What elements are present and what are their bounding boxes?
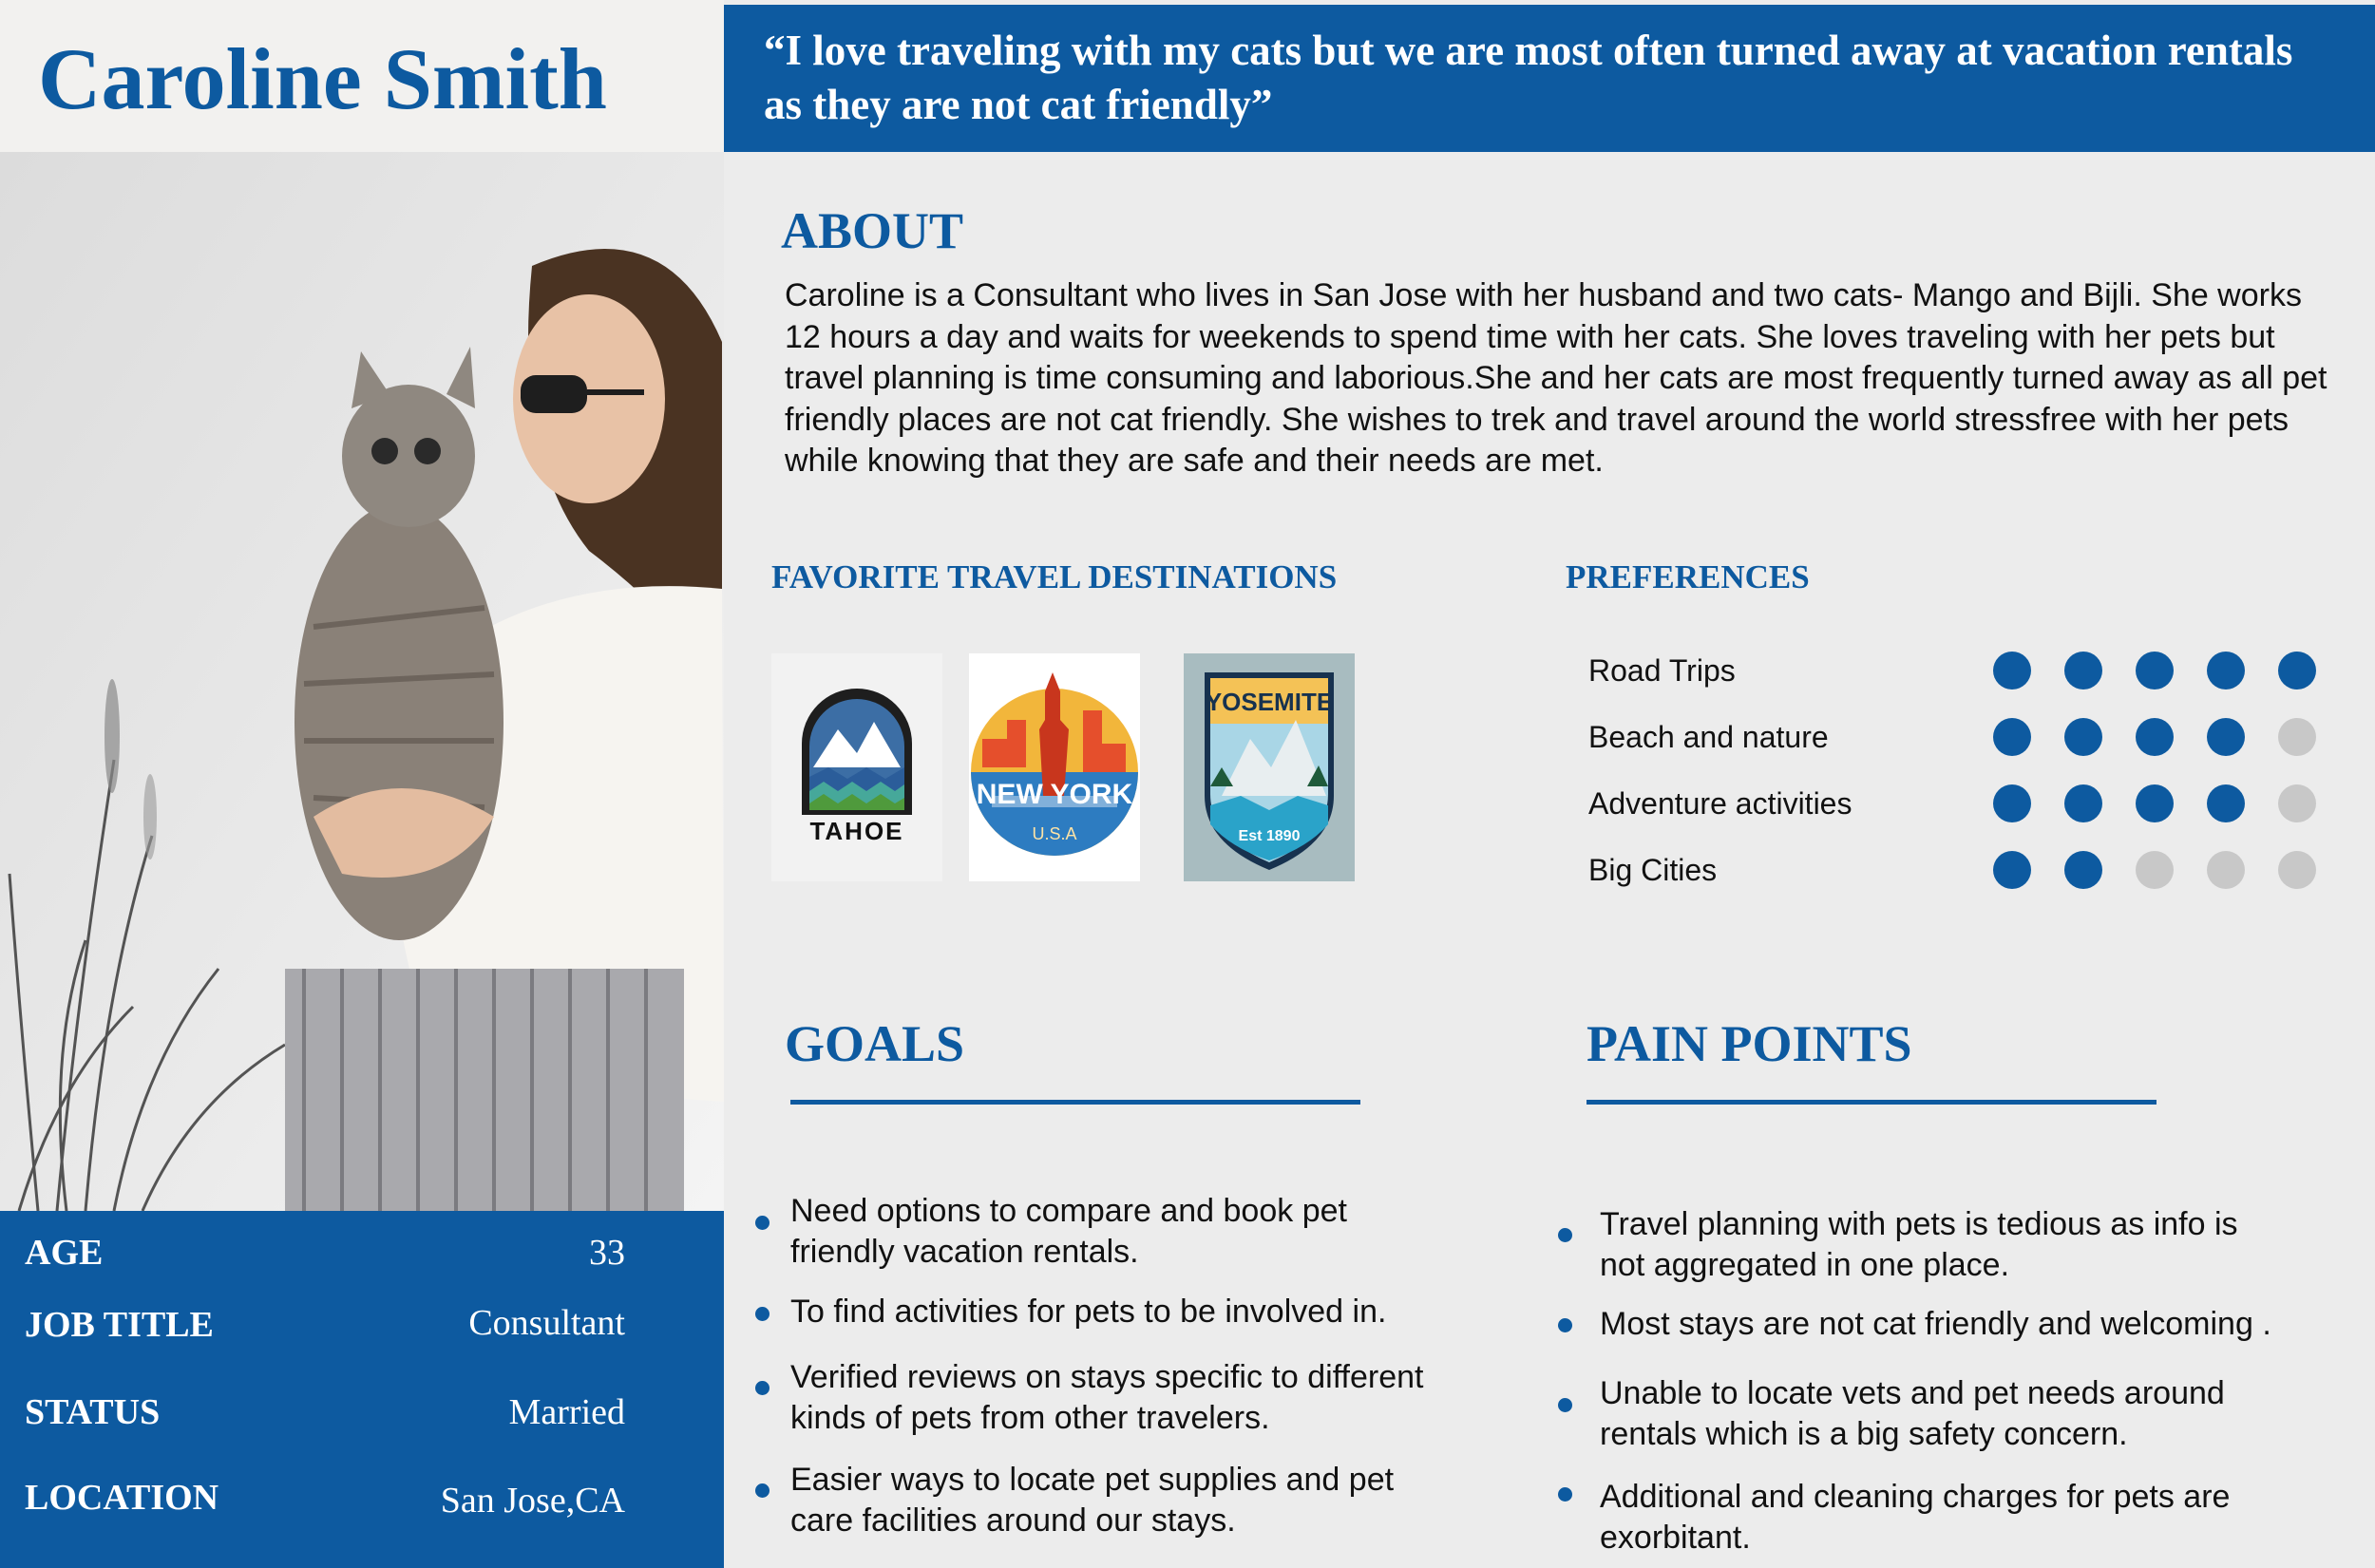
pain-points-bullet <box>1558 1487 1572 1502</box>
pref-label-beach: Beach and nature <box>1588 720 1829 754</box>
pref-label-big-cities: Big Cities <box>1588 853 1718 887</box>
goals-bullet <box>755 1216 770 1230</box>
pain-point-item: Unable to locate vets and pet needs around rentals which is a big safety concern. <box>1600 1375 2225 1452</box>
pain-point-item: Most stays are not cat friendly and welcoming . <box>1600 1306 2271 1342</box>
persona-info-panel <box>0 1211 724 1568</box>
rating-dot-empty <box>2207 851 2245 889</box>
statue-of-liberty-badge-icon <box>969 653 1140 881</box>
age-label: AGE <box>25 1233 104 1273</box>
goals-divider <box>790 1100 1360 1105</box>
persona-photo <box>0 152 724 1211</box>
status-value: Married <box>508 1392 625 1432</box>
about-heading: ABOUT <box>781 202 964 259</box>
goals-heading: GOALS <box>785 1015 965 1072</box>
rating-dot-filled <box>1993 851 2031 889</box>
rating-dot-filled <box>2207 784 2245 822</box>
rating-dot-filled <box>2064 718 2102 756</box>
quote-banner <box>724 5 2375 152</box>
yosemite-badge <box>1184 653 1355 881</box>
tahoe-mountain-badge-icon <box>771 653 942 881</box>
goal-item: Verified reviews on stays specific to different kinds of pets from other travelers. <box>790 1359 1424 1436</box>
rating-dot-filled <box>2207 652 2245 690</box>
rating-dot-filled <box>2278 652 2316 690</box>
goal-item: To find activities for pets to be involved in. <box>790 1294 1387 1330</box>
pain-points-divider <box>1586 1100 2156 1105</box>
age-value: 33 <box>589 1233 625 1273</box>
tahoe-label: TAHOE <box>809 817 904 845</box>
rating-dot-filled <box>2136 652 2174 690</box>
tahoe-badge <box>771 653 942 881</box>
rating-dot-empty <box>2278 851 2316 889</box>
new-york-label: NEW YORK <box>976 779 1133 810</box>
rating-dot-filled <box>2064 851 2102 889</box>
goal-item: Need options to compare and book pet friendly vacation rentals. <box>790 1193 1347 1270</box>
new-york-badge <box>969 653 1140 881</box>
rating-dot-filled <box>2064 652 2102 690</box>
location-label: LOCATION <box>25 1478 219 1518</box>
rating-dot-empty <box>2278 718 2316 756</box>
location-value: San Jose,CA <box>440 1481 625 1521</box>
pain-point-item: Travel planning with pets is tedious as info is not aggregated in one place. <box>1600 1206 2238 1283</box>
pain-points-heading: PAIN POINTS <box>1586 1015 1912 1072</box>
preferences-heading: PREFERENCES <box>1566 558 1810 595</box>
job-title-label: JOB TITLE <box>25 1305 214 1345</box>
usa-label: U.S.A <box>1032 824 1077 843</box>
pref-rating-beach <box>1993 718 2316 756</box>
goals-bullet <box>755 1381 770 1395</box>
rating-dot-filled <box>1993 652 2031 690</box>
rating-dot-filled <box>2136 718 2174 756</box>
yosemite-est-label: Est 1890 <box>1238 828 1301 844</box>
goals-bullet <box>755 1307 770 1321</box>
goals-bullet <box>755 1483 770 1498</box>
pain-point-item: Additional and cleaning charges for pets are exorbitant. <box>1600 1479 2231 1556</box>
destinations-heading: FAVORITE TRAVEL DESTINATIONS <box>771 558 1338 595</box>
status-label: STATUS <box>25 1392 161 1432</box>
pref-rating-adventure <box>1993 784 2316 822</box>
yosemite-label: YOSEMITE <box>1205 688 1334 716</box>
goal-item: Easier ways to locate pet supplies and pet care facilities around our stays. <box>790 1462 1395 1539</box>
rating-dot-filled <box>2207 718 2245 756</box>
job-title-value: Consultant <box>468 1303 625 1343</box>
persona-name: Caroline Smith <box>38 30 607 127</box>
persona-quote: “I love traveling with my cats but we are most often turned away at vacation rentals as they are not cat friendly” <box>764 27 2293 128</box>
pain-points-bullet <box>1558 1228 1572 1242</box>
rating-dot-filled <box>2064 784 2102 822</box>
pref-label-road-trips: Road Trips <box>1588 653 1736 688</box>
about-text: Caroline is a Consultant who lives in San Jose with her husband and two cats- Mango and Bijli. She works 12 hours a day and waits for weekends to spend time with her cats. She loves traveling with her pets but travel planning is time consuming and laborious.She and her cats are most frequently turned away as all pet friendly places are not cat friendly. She wishes to trek and travel around the world stressfree with her pets while knowing that they are safe and their needs are met. <box>785 277 2328 479</box>
pref-rating-road-trips <box>1993 652 2316 690</box>
pain-points-bullet <box>1558 1398 1572 1412</box>
pain-points-bullet <box>1558 1318 1572 1332</box>
persona-sidebar <box>0 0 724 1568</box>
pref-label-adventure: Adventure activities <box>1588 786 1852 821</box>
rating-dot-empty <box>2136 851 2174 889</box>
rating-dot-filled <box>1993 718 2031 756</box>
rating-dot-filled <box>1993 784 2031 822</box>
rating-dot-empty <box>2278 784 2316 822</box>
rating-dot-filled <box>2136 784 2174 822</box>
pref-rating-big-cities <box>1993 851 2316 889</box>
